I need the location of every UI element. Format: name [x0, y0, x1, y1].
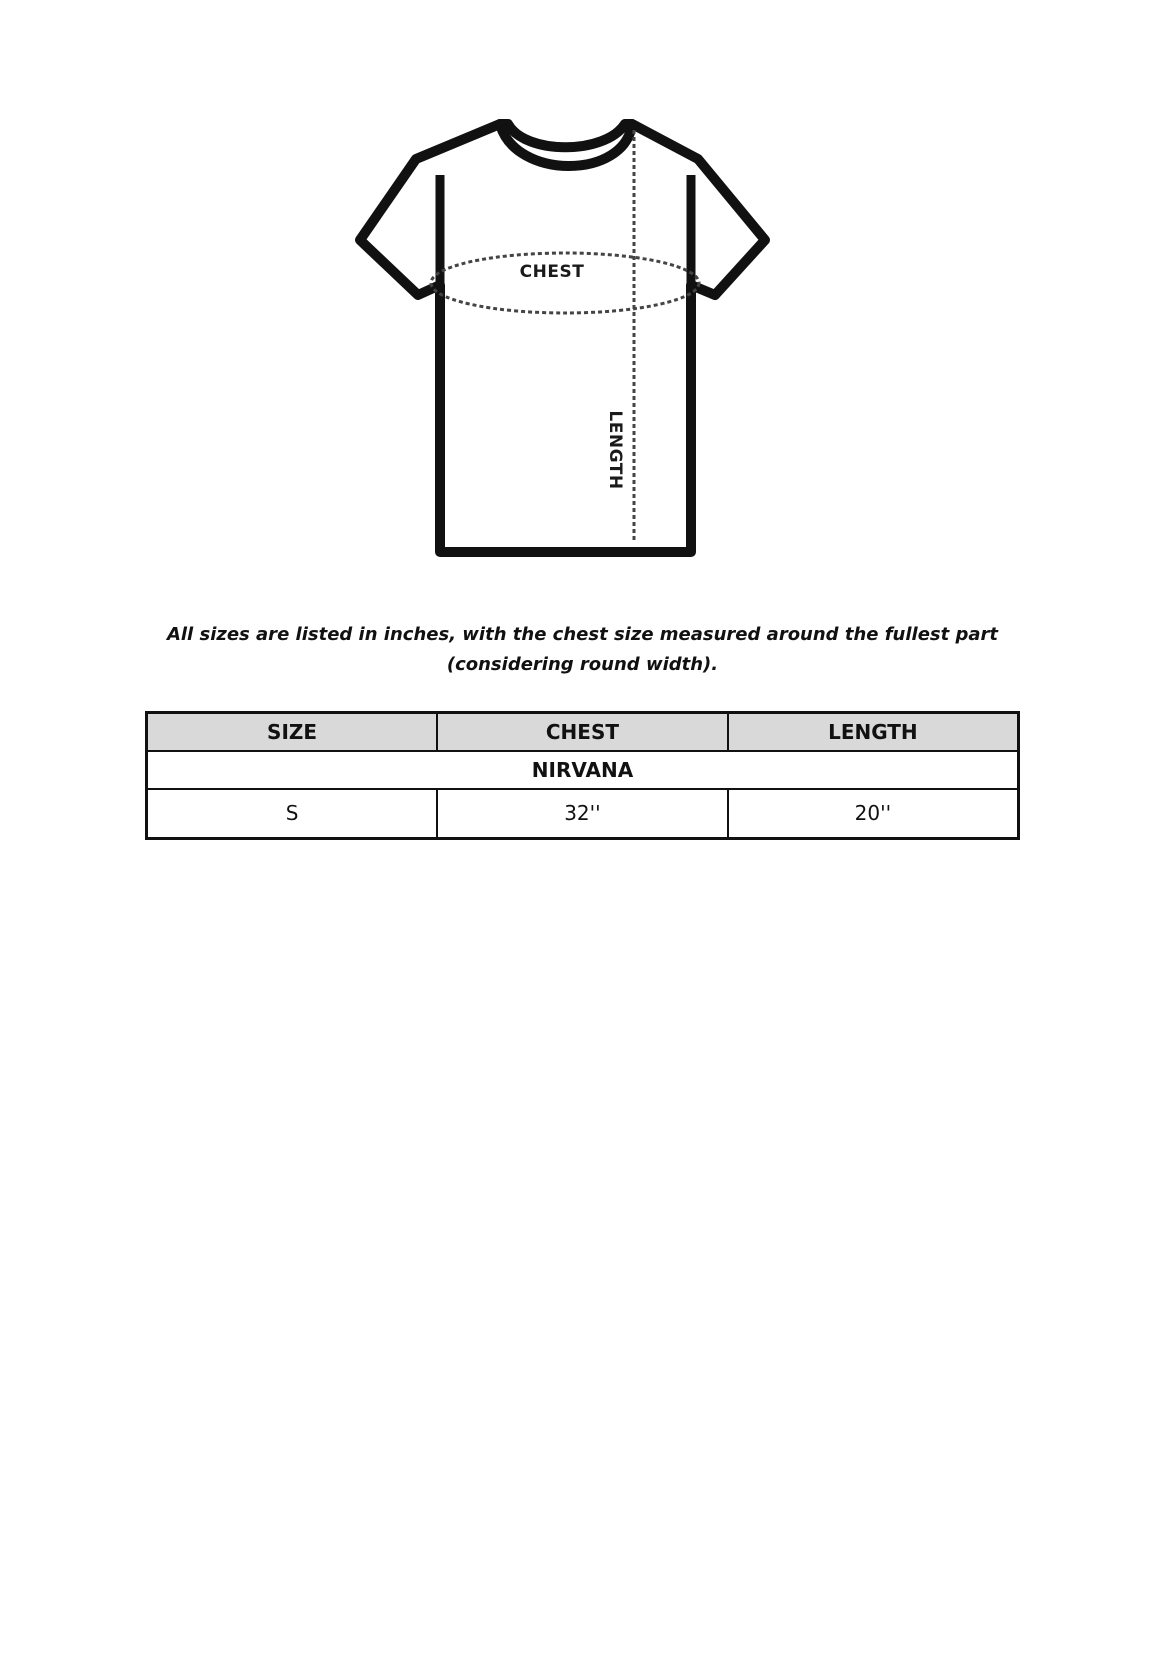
size-note-line-2: (considering round width).: [446, 654, 719, 675]
cell-chest: 32'': [437, 789, 728, 839]
chest-label: CHEST: [519, 262, 585, 282]
cell-size: S: [147, 789, 438, 839]
size-chart-table: [145, 711, 1020, 840]
length-label: LENGTH: [605, 410, 625, 490]
tshirt-illustration: [340, 115, 820, 565]
table-header-row: [147, 713, 1019, 751]
size-note: [140, 620, 1025, 680]
tshirt-outline: [360, 124, 765, 552]
table-row: [147, 789, 1019, 839]
cell-length: 20'': [728, 789, 1019, 839]
header-chest: CHEST: [437, 713, 728, 751]
table-group-row: [147, 751, 1019, 789]
header-size: SIZE: [147, 713, 438, 751]
header-length: LENGTH: [728, 713, 1019, 751]
group-label: NIRVANA: [147, 751, 1019, 789]
size-note-line-1: All sizes are listed in inches, with the chest size measured around the fullest part: [166, 624, 999, 645]
tshirt-diagram: [340, 115, 820, 565]
